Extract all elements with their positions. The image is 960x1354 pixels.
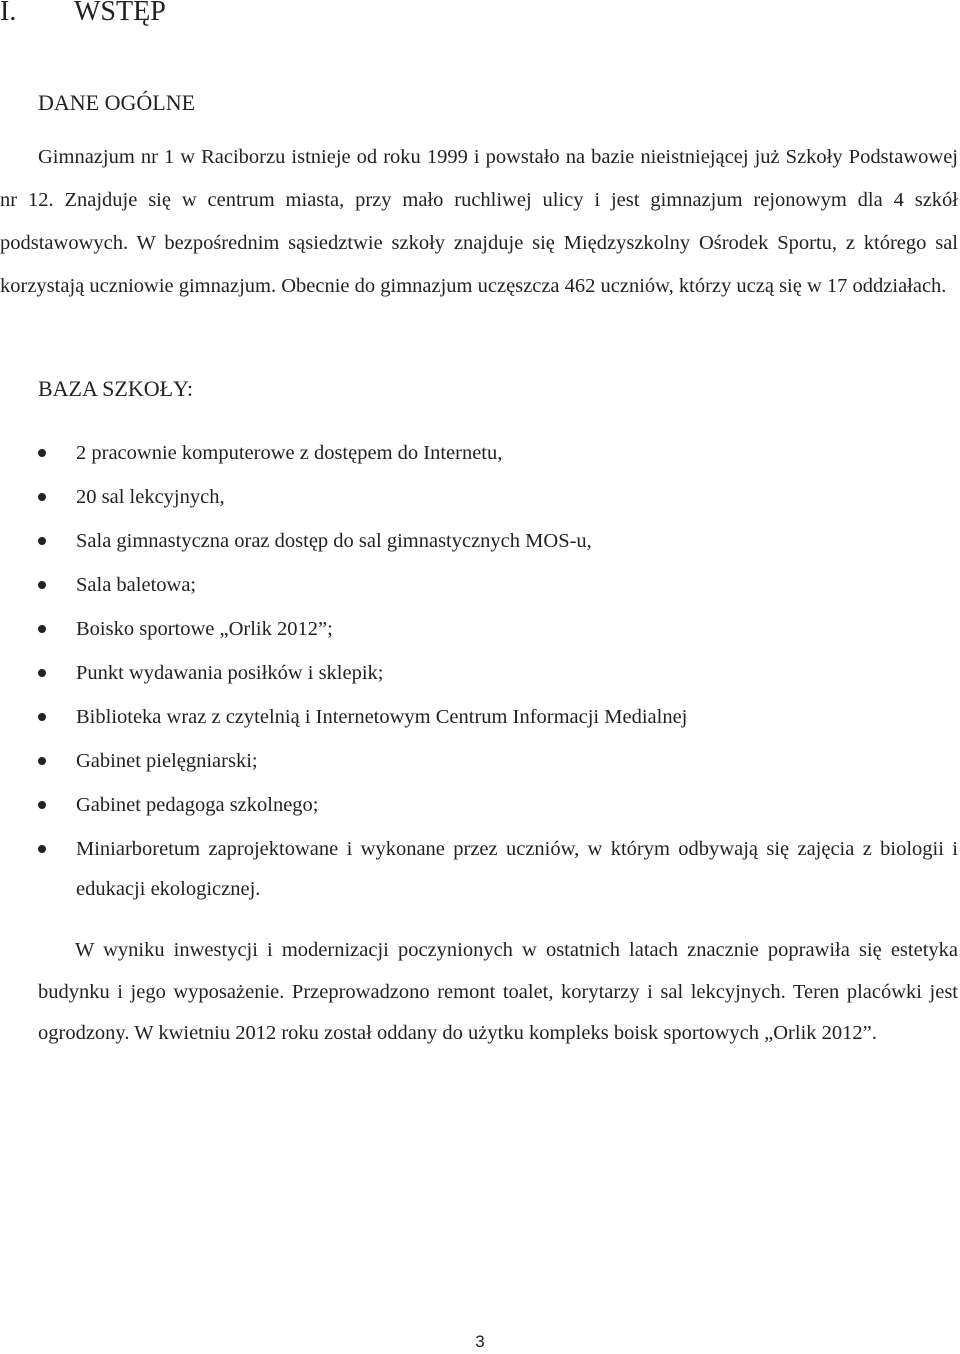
chapter-heading <box>0 0 166 30</box>
bullet-icon <box>38 757 46 765</box>
list-item-text: Sala gimnastyczna oraz dostęp do sal gimnastycznych MOS-u, <box>76 530 592 552</box>
general-paragraph: Gimnazjum nr 1 w Raciborzu istnieje od roku 1999 i powstało na bazie nieistniejącej już Szkoły Podstawowej nr 12. Znajduje się w centrum miasta, przy mało ruchliwej ulicy i jest gimnazjum rejonowym dla 4 szkół podstawowych. W bezpośrednim sąsiedztwie szkoły znajduje się Międzyszkolny Ośrodek Sportu, z którego sal korzystają uczniowie gimnazjum. Obecnie do gimnazjum uczęszcza 462 uczniów, którzy uczą się w 17 oddziałach. <box>0 146 958 297</box>
chapter-number: I. <box>0 0 17 27</box>
bullet-icon <box>38 625 46 633</box>
list-item <box>0 477 958 517</box>
page-number: 3 <box>475 1332 485 1351</box>
list-item-text: 20 sal lekcyjnych, <box>76 486 225 508</box>
chapter-title: WSTĘP <box>74 0 166 27</box>
list-item <box>0 653 958 693</box>
list-item-text: Punkt wydawania posiłków i sklepik; <box>76 662 384 684</box>
list-item-text: Boisko sportowe „Orlik 2012”; <box>76 618 333 640</box>
bullet-icon <box>38 581 46 589</box>
section-heading-general: DANE OGÓLNE <box>38 90 196 115</box>
bullet-icon <box>38 669 46 677</box>
list-item <box>0 609 958 649</box>
bullet-icon <box>38 537 46 545</box>
base-list <box>0 433 958 913</box>
list-item <box>0 521 958 561</box>
list-item <box>0 565 958 605</box>
list-item-text: Miniarboretum zaprojektowane i wykonane przez uczniów, w którym odbywają się zajęcia z biologii i edukacji ekologicznej. <box>76 838 958 900</box>
bullet-icon <box>38 449 46 457</box>
list-item-text: Sala baletowa; <box>76 574 197 596</box>
list-item <box>0 433 958 473</box>
bullet-icon <box>38 493 46 501</box>
list-item <box>0 697 958 737</box>
bullet-icon <box>38 845 46 853</box>
list-item-text: Gabinet pedagoga szkolnego; <box>76 794 319 816</box>
list-item <box>0 785 958 825</box>
list-item <box>0 741 958 781</box>
investments-text: W wyniku inwestycji i modernizacji poczynionych w ostatnich latach znacznie poprawiła się estetyka budynku i jego wyposażenie. Przeprowadzono remont toalet, korytarzy i sal lekcyjnych. Teren placówki jest ogrodzony. W kwietniu 2012 roku został oddany do użytku kompleks boisk sportowych „Orlik 2012”. <box>38 939 958 1044</box>
bullet-icon <box>38 801 46 809</box>
list-item-text: Biblioteka wraz z czytelnią i Internetowym Centrum Informacji Medialnej <box>76 706 688 728</box>
investments-paragraph <box>38 930 958 1055</box>
list-item <box>0 829 958 909</box>
list-item-text: Gabinet pielęgniarski; <box>76 750 258 772</box>
list-item-text: 2 pracownie komputerowe z dostępem do Internetu, <box>76 442 503 464</box>
bullet-icon <box>38 713 46 721</box>
section-heading-base: BAZA SZKOŁY: <box>38 376 194 401</box>
